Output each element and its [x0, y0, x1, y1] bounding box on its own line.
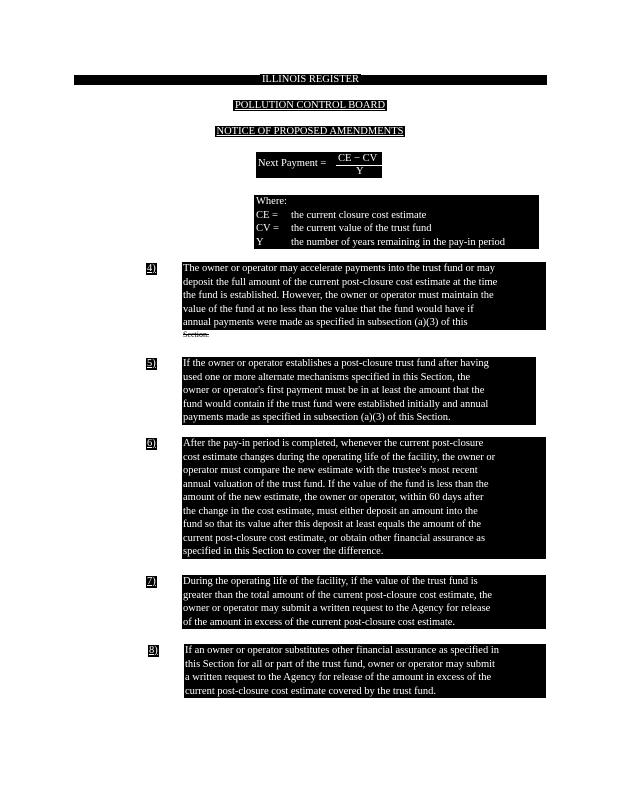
paragraph-line: amount of the new estimate, the owner or operator, within 60 days after	[182, 491, 546, 505]
paragraph-4	[182, 262, 546, 339]
paragraph-line: the fund is established. However, the owner or operator must maintain the	[182, 289, 546, 303]
paragraph-line: fund would contain if the trust fund were established initially and annual	[182, 398, 536, 412]
payment-formula	[256, 152, 382, 178]
paragraph-line: owner or operator may submit a written request to the Agency for release	[182, 602, 546, 616]
paragraph-5	[182, 357, 536, 425]
paragraph-8	[184, 644, 546, 698]
paragraph-line: value of the fund at no less than the value that the fund would have if	[182, 303, 546, 317]
paragraph-line: the change in the cost estimate, must either deposit an amount into the	[182, 505, 546, 519]
paragraph-line: payments made as specified in subsection (a)(3) of this Section.	[182, 411, 536, 425]
paragraph-line: operator must compare the new estimate with the trustee's most recent	[182, 464, 546, 478]
paragraph-line: specified in this Section to cover the difference.	[182, 545, 546, 559]
paragraph-label-7: 7)	[147, 576, 156, 587]
paragraph-line: The owner or operator may accelerate payments into the trust fund or may	[182, 262, 546, 276]
paragraph-line: a written request to the Agency for release of the amount in excess of the	[184, 671, 546, 685]
struck-text: Section.	[183, 329, 209, 339]
paragraph-label-5: 5)	[147, 358, 156, 369]
paragraph-6	[182, 437, 546, 559]
paragraph-line: owner or operator's first payment must be in at least the amount that the	[182, 384, 536, 398]
where-definition: the current closure cost estimate	[291, 209, 427, 221]
paragraph-line: annual valuation of the trust fund. If the value of the fund is less than the	[182, 478, 546, 492]
paragraph-line: If an owner or operator substitutes other financial assurance as specified in	[184, 644, 546, 658]
paragraph-line: After the pay-in period is completed, whenever the current post-closure	[182, 437, 546, 451]
paragraph-label-6: 6)	[147, 438, 156, 449]
register-title: ILLINOIS REGISTER	[261, 74, 360, 85]
where-definitions	[254, 195, 539, 249]
paragraph-line: greater than the total amount of the current post-closure cost estimate, the	[182, 589, 546, 603]
notice-title: NOTICE OF PROPOSED AMENDMENTS	[216, 126, 404, 137]
where-heading: Where:	[256, 196, 287, 207]
paragraph-line: current post-closure cost estimate, or obtain other financial assurance as	[182, 532, 546, 546]
paragraph-line: annual payments were made as specified in subsection (a)(3) of this	[182, 316, 546, 330]
paragraph-line: cost estimate changes during the operating life of the facility, the owner or	[182, 451, 546, 465]
board-title: POLLUTION CONTROL BOARD	[234, 100, 386, 111]
where-symbol: CV =	[256, 223, 279, 234]
where-symbol: Y	[256, 236, 264, 248]
paragraph-line: of the amount in excess of the current post-closure cost estimate.	[182, 616, 546, 630]
paragraph-line: used one or more alternate mechanisms specified in this Section, the	[182, 371, 536, 385]
where-definition: the number of years remaining in the pay-in period	[291, 236, 506, 248]
where-symbol: CE =	[256, 209, 278, 221]
formula-lhs: Next Payment =	[258, 158, 327, 169]
paragraph-label-8: 8)	[149, 645, 158, 656]
formula-denominator: Y	[356, 166, 364, 177]
paragraph-line: this Section for all or part of the trust fund, owner or operator may submit	[184, 658, 546, 672]
paragraph-7	[182, 575, 546, 629]
paragraph-label-4: 4)	[147, 263, 156, 274]
formula-numerator: CE − CV	[338, 153, 378, 164]
paragraph-line: During the operating life of the facility, if the value of the trust fund is	[182, 575, 546, 589]
paragraph-line: current post-closure cost estimate covered by the trust fund.	[184, 685, 546, 699]
paragraph-line: deposit the full amount of the current post-closure cost estimate at the time	[182, 276, 546, 290]
where-definition: the current value of the trust fund	[291, 223, 432, 234]
paragraph-line: fund so that its value after this deposit at least equals the amount of the	[182, 518, 546, 532]
paragraph-line: If the owner or operator establishes a post-closure trust fund after having	[182, 357, 536, 371]
